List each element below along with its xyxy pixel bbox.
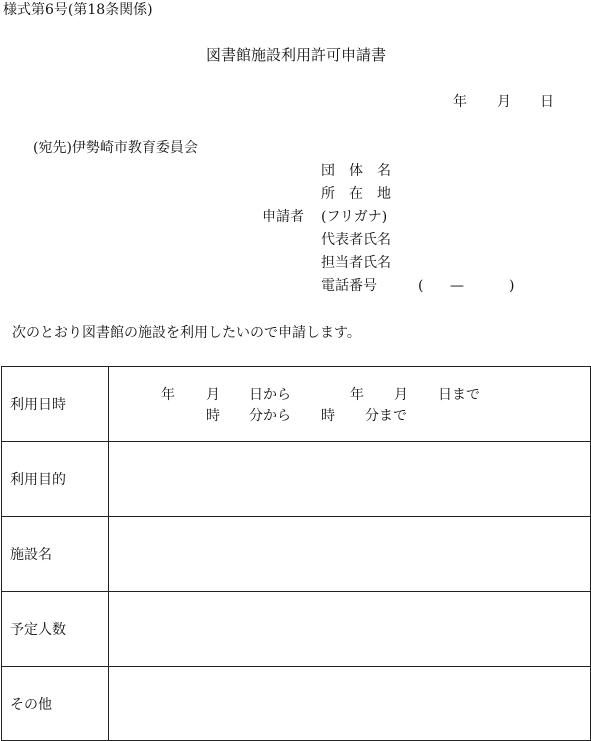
to-day-label: 日まで	[438, 387, 480, 403]
intro-text: 次のとおり図書館の施設を利用したいので申請します。	[12, 325, 361, 341]
contact-person-label: 担当者氏名	[321, 255, 391, 271]
phone-close-paren: )	[509, 278, 515, 294]
purpose-field[interactable]	[109, 442, 591, 517]
form-number: 様式第6号(第18条関係)	[3, 2, 153, 18]
to-minute-label: 分まで	[365, 408, 407, 424]
from-year-label: 年	[161, 387, 175, 403]
other-label: その他	[2, 667, 109, 741]
purpose-label: 利用目的	[2, 442, 109, 517]
application-table	[1, 366, 591, 741]
to-hour-label: 時	[321, 408, 335, 424]
expected-attendees-label: 予定人数	[2, 592, 109, 667]
address-label: 所 在 地	[321, 186, 391, 202]
table-row-usage-datetime	[2, 367, 591, 442]
phone-dash: —	[450, 278, 464, 294]
date-day-label: 日	[540, 94, 554, 110]
date-month-label: 月	[497, 94, 511, 110]
from-hour-label: 時	[206, 408, 220, 424]
table-row-attendees	[2, 592, 591, 667]
representative-name-label: 代表者氏名	[321, 232, 391, 248]
phone-number-label: 電話番号	[321, 278, 377, 294]
usage-datetime-field[interactable]	[109, 367, 591, 442]
phone-open-paren: (	[418, 278, 424, 294]
addressee: (宛先)伊勢崎市教育委員会	[33, 140, 198, 156]
from-day-label: 日から	[249, 387, 291, 403]
other-field[interactable]	[109, 667, 591, 741]
table-row-facility	[2, 517, 591, 592]
expected-attendees-field[interactable]	[109, 592, 591, 667]
usage-datetime-label: 利用日時	[2, 367, 109, 442]
to-month-label: 月	[394, 387, 408, 403]
applicant-label: 申請者	[262, 209, 304, 225]
table-row-other	[2, 667, 591, 741]
organization-name-label: 団 体 名	[321, 163, 391, 179]
from-month-label: 月	[206, 387, 220, 403]
furigana-label: (フリガナ)	[321, 209, 388, 225]
facility-name-field[interactable]	[109, 517, 591, 592]
table-row-purpose	[2, 442, 591, 517]
document-title: 図書館施設利用許可申請書	[206, 46, 387, 64]
facility-name-label: 施設名	[2, 517, 109, 592]
to-year-label: 年	[350, 387, 364, 403]
date-year-label: 年	[453, 94, 467, 110]
from-minute-label: 分から	[249, 408, 291, 424]
